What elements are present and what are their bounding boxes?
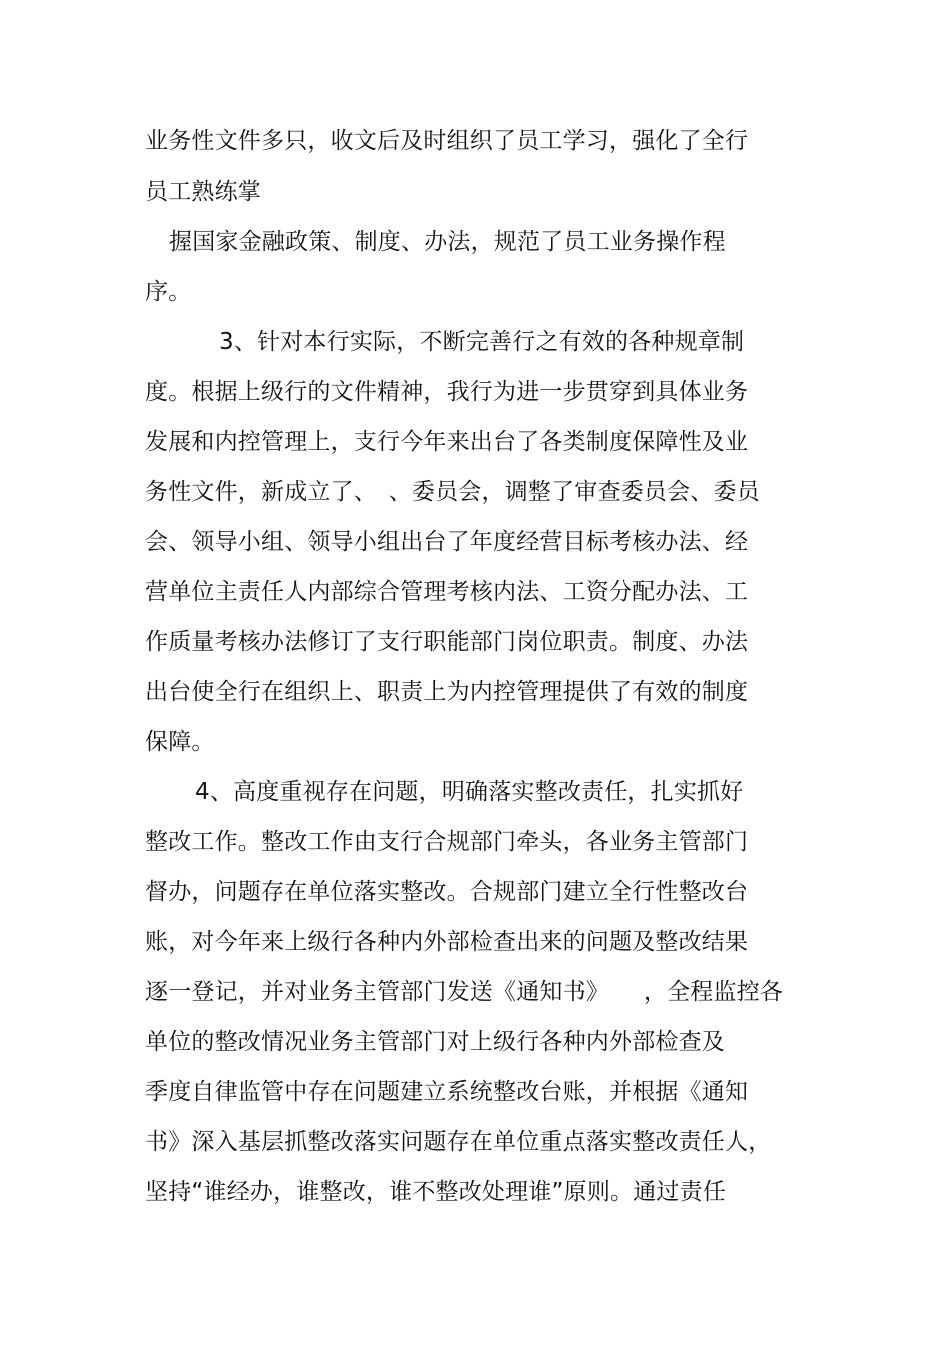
text-line: 整改工作。整改工作由支行合规部门牵头，各业务主管部门 (145, 829, 749, 855)
text-line: 单位的整改情况业务主管部门对上级行各种内外部检查及 (145, 1029, 725, 1055)
text-line: 账，对今年来上级行各种内外部检查出来的问题及整改结果 (145, 929, 749, 955)
text-line: 逐一登记，并对业务主管部门发送《通知书》 ，全程监控各 (145, 979, 784, 1005)
text-line: 员工熟练掌 (145, 179, 261, 205)
text-line: 会、领导小组、领导小组出台了年度经营目标考核办法、经 (145, 529, 749, 555)
text-line: 季度自律监管中存在问题建立系统整改台账，并根据《通知 (145, 1079, 749, 1105)
text-line: 督办，问题存在单位落实整改。合规部门建立全行性整改台 (145, 879, 749, 905)
text-line: 务性文件，新成立了、 、委员会，调整了审查委员会、委员 (145, 479, 760, 505)
text-line: 坚持“谁经办，谁整改，谁不整改处理谁”原则。通过责任 (145, 1179, 727, 1205)
text-line: 业务性文件多只，收文后及时组织了员工学习，强化了全行 (145, 128, 749, 154)
text-line: 出台使全行在组织上、职责上为内控管理提供了有效的制度 (145, 679, 749, 705)
text-line: 序。 (145, 279, 192, 305)
text-line: 握国家金融政策、制度、办法，规范了员工业务操作程 (169, 229, 726, 255)
text-line: 营单位主责任人内部综合管理考核内法、工资分配办法、工 (145, 579, 749, 605)
text-line: 度。根据上级行的文件精神，我行为进一步贯穿到具体业务 (145, 379, 749, 405)
text-line: 书》深入基层抓整改落实问题存在单位重点落实整改责任人， (145, 1129, 772, 1155)
text-line: 3、针对本行实际，不断完善行之有效的各种规章制 (219, 329, 745, 355)
text-line: 发展和内控管理上，支行今年来出台了各类制度保障性及业 (145, 429, 749, 455)
text-line: 作质量考核办法修订了支行职能部门岗位职责。制度、办法 (145, 629, 749, 655)
text-line: 保障。 (145, 729, 215, 755)
text-line: 4、高度重视存在问题，明确落实整改责任，扎实抓好 (195, 779, 744, 805)
